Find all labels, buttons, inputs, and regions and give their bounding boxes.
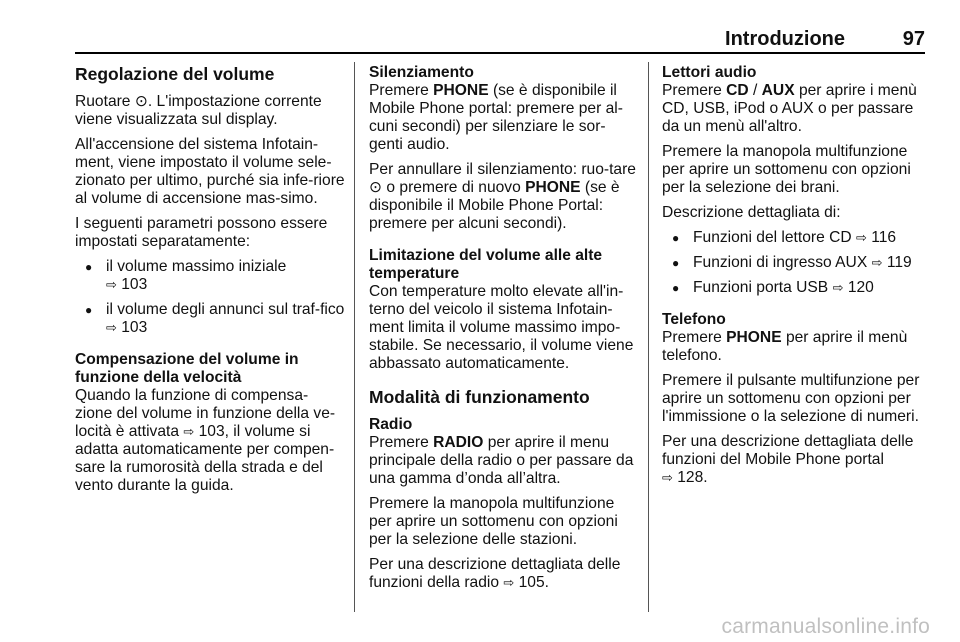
list-item: ● il volume massimo iniziale ⇨ 103	[75, 258, 345, 294]
page-ref[interactable]: 116	[871, 229, 897, 246]
paragraph: Premere RADIO per aprire il menu principale della radio o per passare da una gamma d’onda all’altra.	[369, 434, 634, 487]
button-label: RADIO	[433, 434, 484, 451]
watermark: carmanualsonline.info	[721, 615, 930, 638]
page-ref-arrow-icon: ⇨	[106, 320, 117, 335]
page-ref[interactable]: 103	[198, 423, 225, 440]
chapter-title: Introduzione	[725, 28, 845, 50]
column-1	[75, 64, 345, 502]
page-ref-arrow-icon: ⇨	[832, 280, 844, 295]
page-number: 97	[902, 28, 925, 50]
page-ref[interactable]: 119	[886, 254, 912, 271]
knob-icon: ⊙	[134, 93, 148, 110]
paragraph: Premere la manopola multifunzione per aprire un sottomenu con opzioni per la selezione delle stazioni.	[369, 495, 618, 548]
paragraph: Quando la funzione di compensa-zione del volume in funzione della ve-locità è attivata ⇨ 103, il volume si adatta automaticamente per compen-sare la rumorosità della strada e del vento durante la guida.	[75, 387, 336, 494]
header-rule	[75, 52, 925, 54]
page-ref-arrow-icon: ⇨	[106, 277, 117, 292]
paragraph: Per annullare il silenziamento: ruo-tare ⊙ o premere di nuovo PHONE (se è disponibile il Mobile Phone Portal: premere per alcuni secondi).	[369, 161, 636, 232]
paragraph: Ruotare ⊙. L'impostazione corrente viene visualizzata sul display.	[75, 93, 322, 128]
paragraph: All'accensione del sistema Infotain-ment, viene impostato il volume sele-zionato per ultimo, purché sia infe-riore al volume di accensione mas-simo.	[75, 136, 345, 207]
page-header	[75, 28, 925, 50]
page-ref[interactable]: 105	[518, 574, 545, 591]
list-item: ● Funzioni di ingresso AUX ⇨ 119	[662, 254, 928, 272]
button-label: PHONE	[433, 82, 489, 99]
paragraph: I seguenti parametri possono essere impostati separatamente:	[75, 215, 328, 250]
heading-speed-compensation: Compensazione del volume in funzione della velocità	[75, 351, 299, 386]
heading-phone: Telefono	[662, 311, 726, 328]
page-ref-arrow-icon: ⇨	[855, 230, 867, 245]
heading-radio: Radio	[369, 416, 413, 433]
heading-volume: Regolazione del volume	[75, 64, 275, 84]
list-item: ● Funzioni del lettore CD ⇨ 116	[662, 229, 928, 247]
button-label: PHONE	[726, 329, 782, 346]
button-label: PHONE	[525, 179, 581, 196]
page-ref-arrow-icon: ⇨	[183, 424, 195, 439]
paragraph: Per una descrizione dettagliata delle funzioni della radio ⇨ 105.	[369, 556, 621, 591]
list-item: ● Funzioni porta USB ⇨ 120	[662, 279, 928, 297]
column-divider	[648, 62, 649, 612]
column-2	[369, 64, 636, 599]
page-ref-arrow-icon: ⇨	[662, 470, 673, 485]
heading-mute: Silenziamento	[369, 64, 474, 81]
page-ref[interactable]: 120	[847, 279, 874, 296]
page-ref-arrow-icon: ⇨	[503, 575, 515, 590]
button-label: CD	[726, 82, 749, 99]
knob-icon: ⊙	[369, 179, 383, 196]
paragraph: Premere PHONE per aprire il menù telefono.	[662, 329, 908, 364]
list-item: ● il volume degli annunci sul traf-fico ⇨ 103	[75, 301, 345, 337]
paragraph: Premere la manopola multifunzione per aprire un sottomenu con opzioni per la selezione dei brani.	[662, 143, 911, 196]
page-ref[interactable]: 103	[121, 319, 148, 336]
button-label: AUX	[761, 82, 795, 99]
paragraph: Per una descrizione dettagliata delle funzioni del Mobile Phone portal ⇨ 128.	[662, 433, 914, 486]
paragraph: Con temperature molto elevate all'in-terno del veicolo il sistema Infotain-ment limita il volume massimo impo-stabile. Se necessario, il volume viene abbassato automaticamente.	[369, 283, 634, 372]
bullet-list	[662, 229, 928, 297]
paragraph: Descrizione dettagliata di:	[662, 204, 841, 221]
heading-temperature: Limitazione del volume alle alte temperature	[369, 247, 603, 282]
paragraph: Premere CD / AUX per aprire i menù CD, USB, iPod o AUX o per passare da un menù all'altro.	[662, 82, 917, 135]
paragraph: Premere PHONE (se è disponibile il Mobile Phone portal: premere per al-cuni secondi) per silenziare le sor-genti audio.	[369, 82, 623, 153]
page-ref[interactable]: 128	[677, 469, 704, 486]
page-ref[interactable]: 103	[121, 276, 148, 293]
column-3	[662, 64, 928, 494]
paragraph: Premere il pulsante multifunzione per aprire un sottomenu con opzioni per l'immissione o la selezione di numeri.	[662, 372, 920, 425]
heading-modes: Modalità di funzionamento	[369, 387, 590, 407]
heading-audio-players: Lettori audio	[662, 64, 757, 81]
column-divider	[354, 62, 355, 612]
page-ref-arrow-icon: ⇨	[871, 255, 883, 270]
bullet-list	[75, 258, 345, 337]
